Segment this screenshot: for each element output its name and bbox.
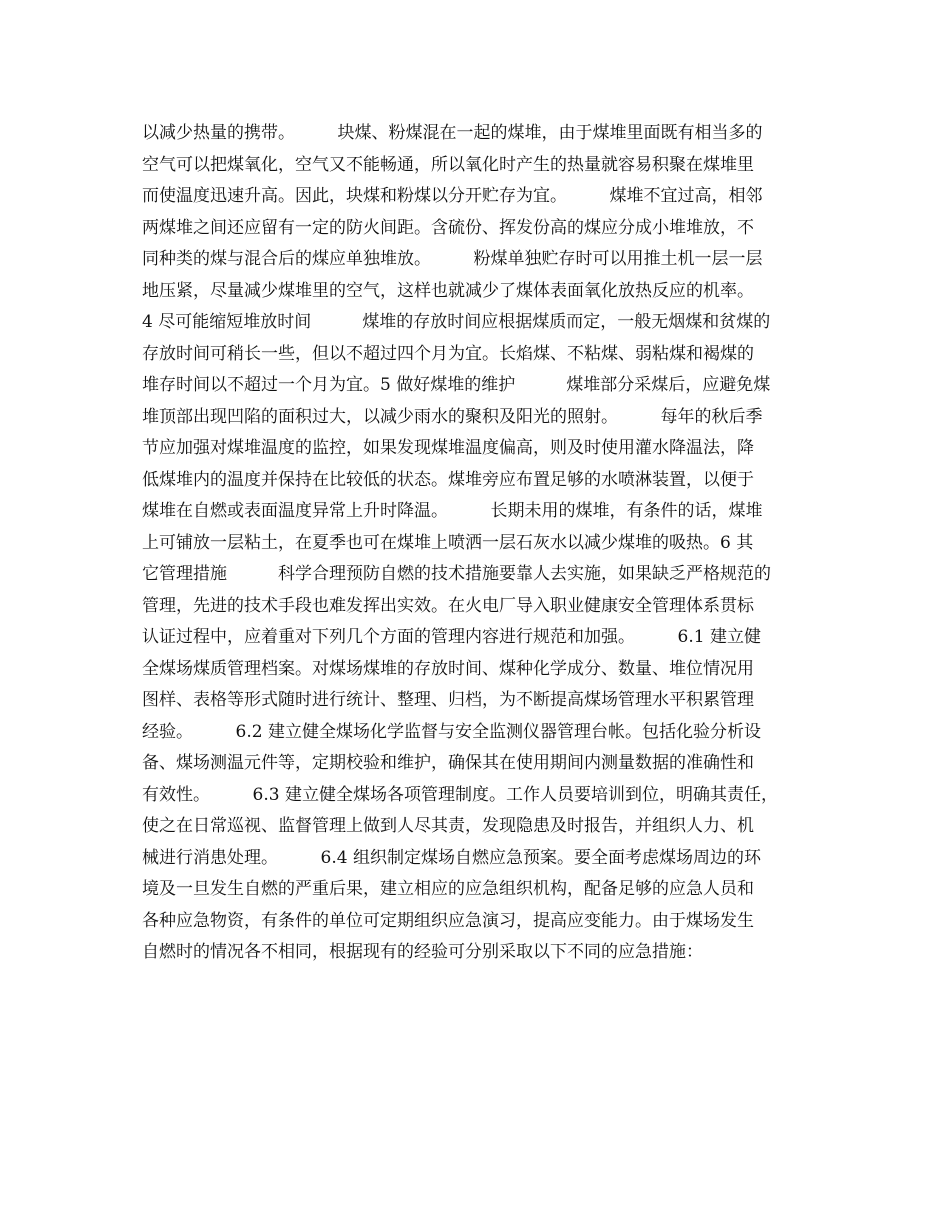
text-line-11: 节应加强对煤堆温度的监控，如果发现煤堆温度偏高，则及时使用灌水降温法，降	[142, 438, 754, 458]
text-line-25: 境及一旦发生自燃的严重后果，建立相应的应急组织机构，配备足够的应急人员和	[142, 879, 754, 899]
text-line-22: 有效性。 6.3 建立健全煤场各项管理制度。工作人员要培训到位，明确其责任，	[142, 784, 778, 805]
text-line-23: 使之在日常巡视、监督管理上做到人尽其责，发现隐患及时报告，并组织人力、机	[142, 816, 754, 836]
text-line-13: 煤堆在自燃或表面温度异常上升时降温。 长期未用的煤堆，有条件的话，煤堆	[142, 501, 763, 521]
text-line-9: 堆存时间以不超过一个月为宜。5 做好煤堆的维护 煤堆部分采煤后，应避免煤	[142, 375, 771, 395]
text-line-6: 地压紧，尽量减少煤堆里的空气，这样也就减少了煤体表面氧化放热反应的机率。	[142, 280, 754, 301]
text-line-16: 管理，先进的技术手段也难发挥出实效。在火电厂导入职业健康安全管理体系贯标	[142, 595, 754, 616]
text-line-4: 两煤堆之间还应留有一定的防火间距。含硫份、挥发份高的煤应分成小堆堆放，不	[142, 217, 754, 238]
text-line-10: 堆顶部出现凹陷的面积过大，以减少雨水的聚积及阳光的照射。 每年的秋后季	[142, 406, 763, 427]
text-line-18: 全煤场煤质管理档案。对煤场煤堆的存放时间、煤种化学成分、数量、堆位情况用	[142, 658, 754, 679]
text-line-3: 而使温度迅速升高。因此，块煤和粉煤以分开贮存为宜。 煤堆不宜过高，相邻	[142, 186, 763, 206]
text-line-12: 低煤堆内的温度并保持在比较低的状态。煤堆旁应布置足够的水喷淋装置，以便于	[142, 469, 754, 490]
text-line-8: 存放时间可稍长一些，但以不超过四个月为宜。长焰煤、不粘煤、弱粘煤和褐煤的	[142, 343, 754, 364]
text-line-21: 备、煤场测温元件等，定期校验和维护，确保其在使用期间内测量数据的准确性和	[142, 753, 754, 773]
body-text	[142, 118, 832, 969]
text-line-15: 它管理措施 科学合理预防自燃的技术措施要靠人去实施，如果缺乏严格规范的	[142, 564, 771, 584]
text-line-17: 认证过程中，应着重对下列几个方面的管理内容进行规范和加强。 6.1 建立健	[142, 627, 761, 647]
text-line-26: 各种应急物资，有条件的单位可定期组织应急演习，提高应变能力。由于煤场发生	[142, 910, 754, 931]
text-line-5: 同种类的煤与混合后的煤应单独堆放。 粉煤单独贮存时可以用推土机一层一层	[142, 249, 763, 269]
text-line-20: 经验。 6.2 建立健全煤场化学监督与安全监测仪器管理台帐。包括化验分析设	[142, 721, 761, 742]
text-line-2: 空气可以把煤氧化，空气又不能畅通，所以氧化时产生的热量就容易积聚在煤堆里	[142, 154, 754, 175]
text-line-1: 以减少热量的携带。 块煤、粉煤混在一起的煤堆，由于煤堆里面既有相当多的	[142, 123, 763, 143]
text-line-24: 械进行消患处理。 6.4 组织制定煤场自燃应急预案。要全面考虑煤场周边的环	[142, 847, 761, 868]
text-line-7: 4 尽可能缩短堆放时间 煤堆的存放时间应根据煤质而定，一般无烟煤和贫煤的	[142, 312, 771, 332]
text-line-19: 图样、表格等形式随时进行统计、整理、归档，为不断提高煤场管理水平积累管理	[142, 690, 754, 710]
text-line-27: 自燃时的情况各不相同，根据现有的经验可分别采取以下不同的应急措施：	[142, 942, 703, 962]
text-line-14: 上可铺放一层粘土，在夏季也可在煤堆上喷洒一层石灰水以减少煤堆的吸热。6 其	[142, 532, 754, 553]
